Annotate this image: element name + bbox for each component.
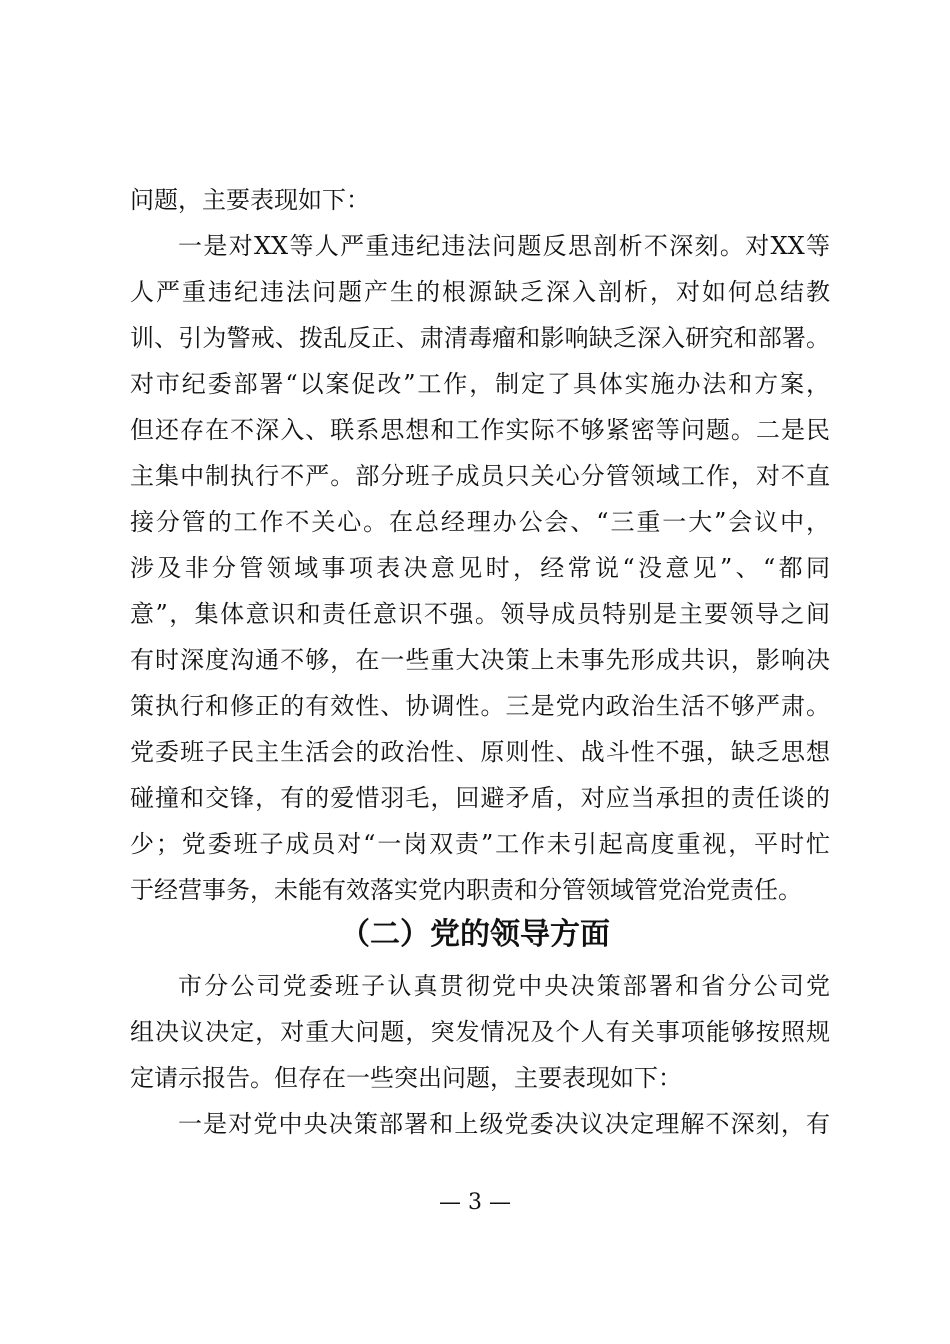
text-line: 一是对党中央决策部署和上级党委决议决定理解不深刻，有 bbox=[178, 1110, 830, 1138]
text-line: 党委班子民主生活会的政治性、原则性、战斗性不强，缺乏思想 bbox=[130, 738, 830, 766]
text-line: 市分公司党委班子认真贯彻党中央决策部署和省分公司党 bbox=[178, 972, 830, 1000]
text-line: 有时深度沟通不够，在一些重大决策上未事先形成共识，影响决 bbox=[130, 646, 830, 674]
text-line: 主集中制执行不严。部分班子成员只关心分管领域工作，对不直 bbox=[130, 462, 830, 490]
text-line: 问题，主要表现如下： bbox=[130, 186, 370, 214]
text-line: 意”，集体意识和责任意识不强。领导成员特别是主要领导之间 bbox=[130, 600, 830, 628]
text-line: 策执行和修正的有效性、协调性。三是党内政治生活不够严肃。 bbox=[130, 692, 830, 720]
text-line: 接分管的工作不关心。在总经理办公会、“三重一大”会议中， bbox=[130, 508, 830, 536]
page-number: — 3 — bbox=[439, 1190, 511, 1215]
text-line: 于经营事务，未能有效落实党内职责和分管领域管党治党责任。 bbox=[130, 876, 802, 904]
text-line: 人严重违纪违法问题产生的根源缺乏深入剖析，对如何总结教 bbox=[130, 278, 830, 306]
text-line: 定请示报告。但存在一些突出问题，主要表现如下： bbox=[130, 1064, 682, 1092]
section-heading: （二）党的领导方面 bbox=[340, 917, 610, 952]
text-line: 组决议决定，对重大问题，突发情况及个人有关事项能够按照规 bbox=[130, 1018, 830, 1046]
text-line: 少；党委班子成员对“一岗双责”工作未引起高度重视，平时忙 bbox=[130, 830, 830, 858]
text-line: 涉及非分管领域事项表决意见时，经常说“没意见”、“都同 bbox=[130, 554, 830, 582]
text-line: 碰撞和交锋，有的爱惜羽毛，回避矛盾，对应当承担的责任谈的 bbox=[130, 784, 830, 812]
text-line: 对市纪委部署“以案促改”工作，制定了具体实施办法和方案， bbox=[130, 370, 830, 398]
text-line: 但还存在不深入、联系思想和工作实际不够紧密等问题。二是民 bbox=[130, 416, 830, 444]
text-line: 一是对XX等人严重违纪违法问题反思剖析不深刻。对XX等 bbox=[178, 232, 830, 260]
text-line: 训、引为警戒、拨乱反正、肃清毒瘤和影响缺乏深入研究和部署。 bbox=[130, 324, 830, 352]
